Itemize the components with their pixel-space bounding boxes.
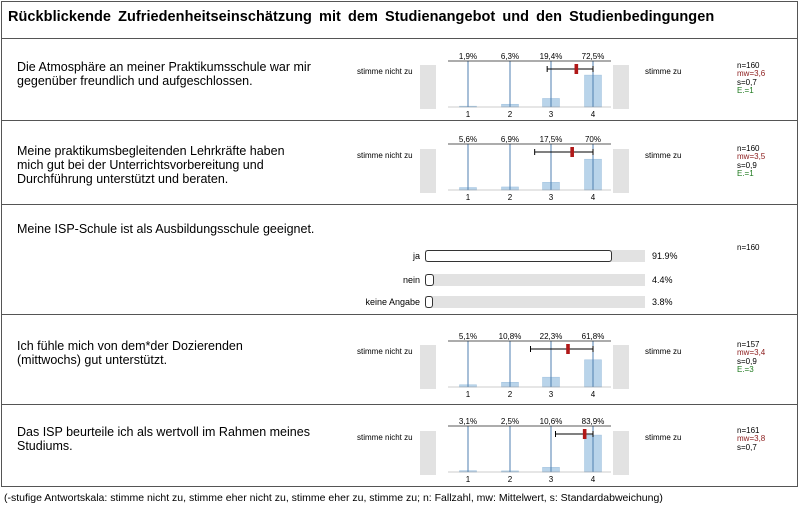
value-label: 17,5% [539,135,563,144]
category-tick-label: 1 [465,390,471,399]
stat-s: s=0,9 [737,356,757,366]
scale-right-label-2: stimme zu [645,151,682,160]
category-tick-label: 2 [507,110,513,119]
option-value-ja: 91.9% [652,251,678,261]
option-bar-keine-angabe [425,296,433,308]
option-bar-ja [425,250,612,262]
value-label: 1,9% [458,52,478,61]
footnote: (-stufige Antwortskala: stimme nicht zu, stimme eher nicht zu, stimme eher zu, stimme zu; n: Fallzahl, mw: Mittelwert, s: Standardabweichung) [4,492,663,504]
scale-left-label-4: stimme nicht zu [357,347,413,356]
category-tick-label: 2 [507,390,513,399]
category-tick-label: 3 [548,193,554,202]
category-tick-label: 4 [590,475,596,484]
category-tick-label: 4 [590,110,596,119]
stat-e: E.=1 [737,86,754,96]
stat-mw: mw=3,8 [737,434,766,444]
stats-block-2 [737,145,765,179]
stat-s: s=0,9 [737,160,757,170]
bar-chart-2 [448,135,611,202]
stats-block-4 [737,341,765,375]
option-label-keine-angabe: keine Angabe [365,297,420,307]
stats-block-1 [737,62,765,96]
question-row-2 [1,120,798,204]
stat-s: s=0,7 [737,442,757,452]
question-text-2: Meine praktikumsbegleitenden Lehrkräfte haben mich gut bei der Unterrichtsvorbereitung und Durchführung unterstützt und beraten. [17,144,285,186]
mean-marker [575,64,579,74]
value-label: 70% [584,135,602,144]
question-text-1: Die Atmosphäre an meiner Praktikumsschule war mir gegenüber freundlich und aufgeschlossen. [17,60,311,88]
scale-left-label-1: stimme nicht zu [357,67,413,76]
stat-n: n=157 [737,340,760,349]
stat-mw: mw=3,5 [737,152,766,162]
value-label: 72,5% [581,52,605,61]
scale-right-pad-2 [613,149,629,193]
scale-left-pad-5 [420,431,436,475]
stat-n: n=161 [737,426,760,435]
value-label: 5,6% [458,135,478,144]
mean-marker [566,344,570,354]
question-text-4: Ich fühle mich von dem*der Dozierenden (mittwochs) gut unterstützt. [17,339,243,367]
value-label: 6,3% [500,52,520,61]
stat-n: n=160 [737,144,760,153]
bar-chart-1 [448,52,611,119]
category-tick-label: 2 [507,193,513,202]
scale-left-pad-4 [420,345,436,389]
option-bar-nein [425,274,434,286]
category-tick-label: 3 [548,110,554,119]
scale-right-pad-1 [613,65,629,109]
question-row-1 [1,38,798,120]
question-row-3 [1,204,798,314]
scale-left-label-5: stimme nicht zu [357,433,413,442]
scale-left-pad-1 [420,65,436,109]
stat-n: n=160 [737,61,760,70]
value-label: 61,8% [581,332,605,341]
question-row-5 [1,404,798,487]
mean-marker [570,147,574,157]
stat-s: s=0,7 [737,77,757,87]
category-tick-label: 1 [465,193,471,202]
category-tick-label: 4 [590,390,596,399]
value-label: 2,5% [500,417,520,426]
scale-right-label-1: stimme zu [645,67,682,76]
scale-left-pad-2 [420,149,436,193]
category-tick-label: 2 [507,475,513,484]
option-value-nein: 4.4% [652,275,673,285]
value-label: 5,1% [458,332,478,341]
value-label: 22,3% [539,332,563,341]
page-title: Rückblickende Zufriedenheitseinschätzung mit dem Studienangebot und den Studienbedingungen [8,9,715,25]
bar-chart-4 [448,332,611,399]
value-label: 83,9% [581,417,605,426]
category-tick-label: 1 [465,475,471,484]
question-row-4 [1,314,798,404]
scale-right-label-4: stimme zu [645,347,682,356]
scale-left-label-2: stimme nicht zu [357,151,413,160]
category-tick-label: 1 [465,110,471,119]
value-label: 10,8% [498,332,522,341]
option-label-ja: ja [412,251,420,261]
scale-right-pad-4 [613,345,629,389]
option-value-keine-angabe: 3.8% [652,297,673,307]
value-label: 3,1% [458,417,478,426]
category-tick-label: 3 [548,390,554,399]
mean-marker [583,429,587,439]
stat-mw: mw=3,4 [737,348,766,358]
scale-right-label-5: stimme zu [645,433,682,442]
value-label: 10,6% [539,417,563,426]
option-track-nein [425,274,645,286]
stat-e: E.=3 [737,365,754,375]
option-track-ja [425,250,645,262]
stats-block-3 [737,244,759,252]
value-label: 6,9% [500,135,520,144]
question-text-3: Meine ISP-Schule ist als Ausbildungsschule geeignet. [17,222,315,236]
option-label-nein: nein [402,275,420,285]
question-text-5: Das ISP beurteile ich als wertvoll im Rahmen meines Studiums. [17,425,310,453]
value-label: 19,4% [539,52,563,61]
scale-right-pad-5 [613,431,629,475]
category-tick-label: 4 [590,193,596,202]
bar-chart-5 [448,417,611,484]
stats-block-5 [737,427,765,452]
stat-n: n=160 [737,243,760,252]
stat-mw: mw=3,6 [737,69,766,79]
category-tick-label: 3 [548,475,554,484]
option-track-keine-angabe [425,296,645,308]
stat-e: E.=1 [737,169,754,179]
